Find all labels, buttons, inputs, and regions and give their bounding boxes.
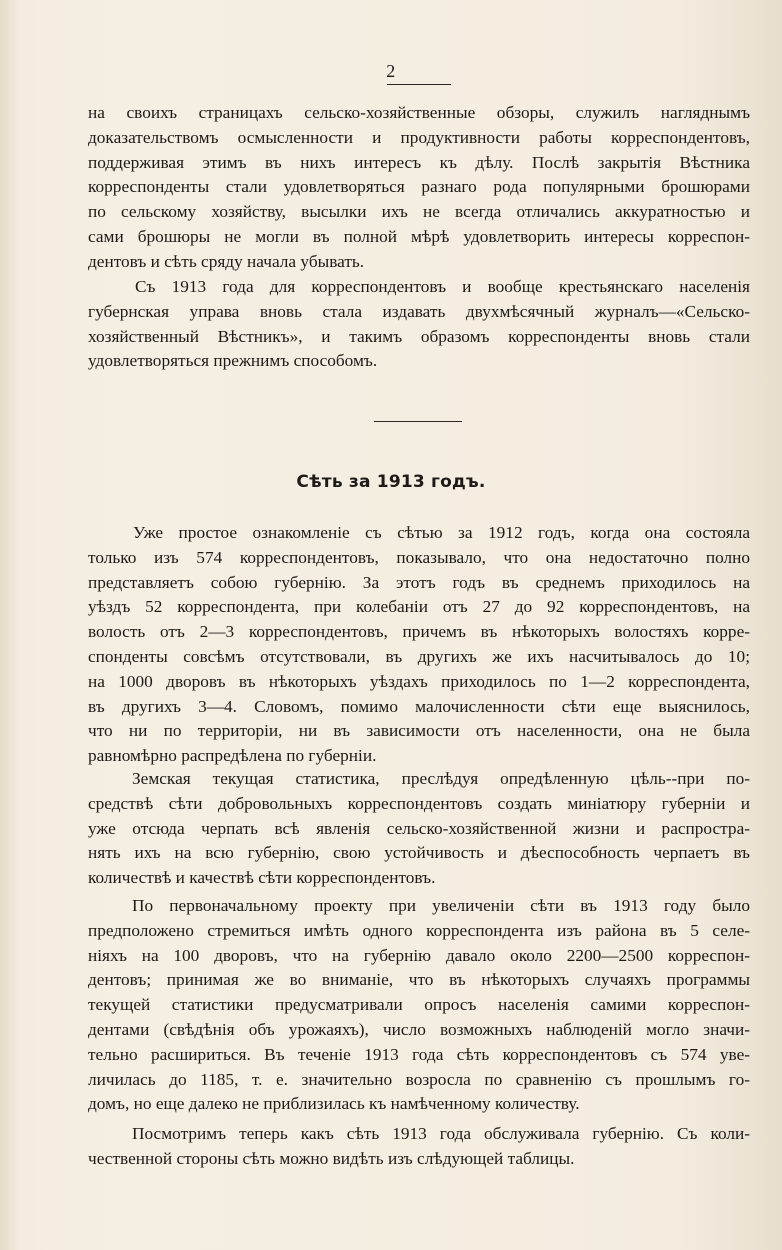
paragraph-line: что ни по территоріи, ни въ зависимости отъ населенности, она не была: [88, 721, 750, 741]
paragraph-table-intro: [88, 1122, 750, 1172]
paragraph-line: хозяйственный Вѣстникъ», и такимъ образомъ корреспонденты вновь стали: [88, 326, 750, 346]
paragraph-line: Земская текущая статистика, преслѣдуя опредѣленную цѣль--при по-: [132, 769, 750, 788]
paragraph-line: уже отсюда черпать всѣ явленія сельско-хозяйственной жизни и распростра-: [88, 818, 750, 838]
paragraph-line: дентовъ и сѣть сряду начала убывать.: [88, 251, 365, 271]
page-number: 2: [386, 61, 396, 81]
paragraph-line: По первоначальному проекту при увеличеніи сѣти въ 1913 году было: [132, 896, 750, 915]
section-title: Сѣть за 1913 годъ.: [296, 472, 486, 492]
paragraph-line: спонденты совсѣмъ отсутствовали, въ другихъ же ихъ насчитывалось до 10;: [88, 646, 750, 666]
paragraph-line: губернская управа вновь стала издавать двухмѣсячный журналъ—«Сельско-: [88, 301, 750, 321]
paragraph-line: средствѣ сѣти добровольныхъ корреспондентовъ создать миніатюру губерніи и: [88, 793, 750, 813]
paragraph-4: [88, 767, 750, 891]
paragraph-line: дентами (свѣдѣнія объ урожаяхъ), число возможныхъ наблюденій могло значи-: [88, 1019, 750, 1039]
paragraph-line: Уже простое ознакомленіе съ сѣтью за 1912 годъ, когда она состояла: [133, 523, 750, 542]
paragraph-line: волость отъ 2—3 корреспондентовъ, причемъ въ нѣкоторыхъ волостяхъ корре-: [88, 622, 750, 642]
paragraph-line: равномѣрно распредѣлена по губерніи.: [88, 746, 377, 766]
paragraph-statistics: [88, 767, 750, 891]
paragraph-line: личилась до 1185, т. е. значительно возросла по сравненію съ прошлымъ го-: [88, 1069, 750, 1089]
paragraph-line: количествѣ и качествѣ сѣти корреспондентовъ.: [88, 868, 436, 888]
paragraph-line: представляетъ собою губернію. За этотъ годъ въ среднемъ приходилось на: [88, 572, 750, 592]
paragraph-line: домъ, но еще далеко не приблизилась къ намѣченному количеству.: [88, 1094, 580, 1114]
paragraph-line: дентовъ; принимая же во вниманіе, что въ нѣкоторыхъ случаяхъ программы: [88, 970, 750, 990]
paragraph-line: только изъ 574 корреспондентовъ, показывало, что она недостаточно полно: [88, 547, 750, 567]
paragraph-5: [88, 894, 750, 1117]
paragraph-line: на 1000 дворовъ въ нѣкоторыхъ уѣздахъ приходилось по 1—2 корреспондента,: [88, 671, 750, 691]
paragraph-network-1912: [88, 521, 750, 769]
paragraph-line: Посмотримъ теперь какъ сѣть 1913 года обслуживала губернію. Съ коли-: [132, 1124, 750, 1143]
paragraph-line: Съ 1913 года для корреспондентовъ и вообще крестьянскаго населенія: [135, 277, 750, 296]
paragraph-line: на своихъ страницахъ сельско-хозяйственные обзоры, служилъ нагляднымъ: [88, 103, 750, 122]
paragraph-line: ніяхъ на 100 дворовъ, что на губернію давало около 2200—2500 корреспон-: [88, 945, 750, 965]
paragraph-continuation: [88, 101, 750, 275]
paragraph-line: поддерживая этимъ въ нихъ интересъ къ дѣлу. Послѣ закрытія Вѣстника: [88, 152, 750, 172]
page-number-underline: [387, 84, 451, 85]
paragraph-line: тельно расшириться. Въ теченіе 1913 года сѣть корреспондентовъ съ 574 уве-: [88, 1044, 750, 1064]
paragraph-line: текущей статистики предусматривали опросъ населенія самими корреспон-: [88, 995, 750, 1015]
paragraph-project: [88, 894, 750, 1117]
paragraph-line: чественной стороны сѣть можно видѣть изъ слѣдующей таблицы.: [88, 1148, 575, 1168]
paragraph-2: [88, 275, 750, 374]
paragraph-line: предположено стремиться имѣть одного корреспондента изъ района въ 5 селе-: [88, 920, 750, 940]
paragraph-line: корреспонденты стали удовлетворяться разнаго рода популярными брошюрами: [88, 177, 750, 197]
paragraph-line: доказательствомъ осмысленности и продуктивности работы корреспондентовъ,: [88, 127, 750, 147]
paragraph-line: уѣздъ 52 корреспондента, при колебаніи отъ 27 до 92 корреспондентовъ, на: [88, 597, 750, 617]
paragraph-3: [88, 521, 750, 769]
paragraph-journal: [88, 275, 750, 374]
paragraph-6: [88, 1122, 750, 1172]
paragraph-line: въ другихъ 3—4. Словомъ, помимо малочисленности сѣти еще выяснилось,: [88, 696, 750, 716]
paragraph-line: по сельскому хозяйству, высылки ихъ не всегда отличались аккуратностью и: [88, 202, 750, 222]
paragraph-line: сами брошюры не могли въ полной мѣрѣ удовлетворить интересы корреспон-: [88, 226, 750, 246]
paragraph-1: [88, 101, 750, 275]
section-divider: [374, 421, 462, 422]
paragraph-line: удовлетворяться прежнимъ способомъ.: [88, 351, 378, 371]
paragraph-line: нять ихъ на всю губернію, свою устойчивость и дѣеспособность черпаетъ въ: [88, 843, 750, 863]
